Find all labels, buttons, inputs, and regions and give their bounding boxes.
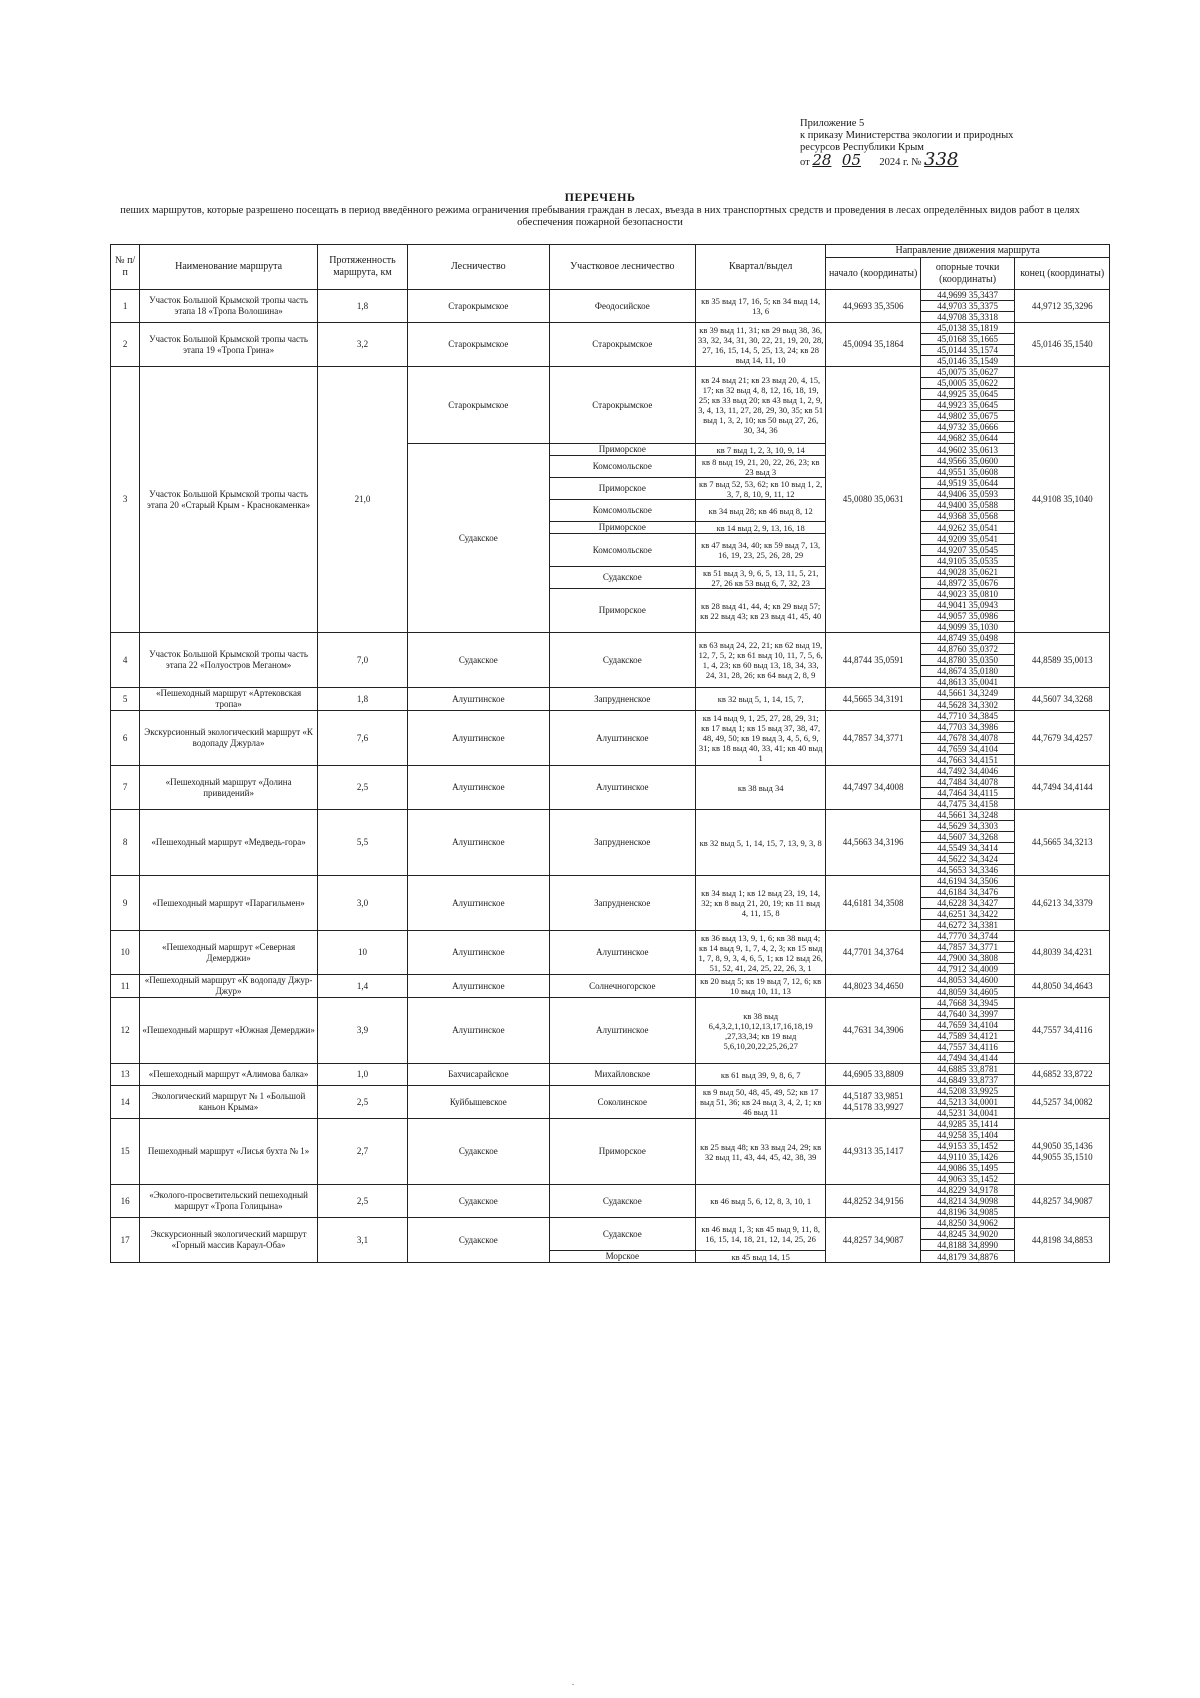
header-district: Участковое лесничество	[549, 245, 695, 290]
support-point: 44,7557 34,4116	[920, 1042, 1014, 1053]
route-number: 7	[111, 766, 140, 810]
district-cell: Старокрымское	[549, 323, 695, 367]
block-cell: кв 46 выд 5, 6, 12, 8, 3, 10, 1	[695, 1185, 825, 1218]
route-length: 3,9	[317, 998, 407, 1064]
route-length: 7,0	[317, 633, 407, 688]
start-coords: 44,6905 33,8809	[826, 1064, 920, 1086]
start-coords: 44,6181 34,3508	[826, 876, 920, 931]
block-cell: кв 32 выд 5, 1, 14, 15, 7, 13, 9, 3, 8	[695, 810, 825, 876]
forestry-cell: Судакское	[407, 1218, 549, 1263]
district-cell: Запрудненское	[549, 688, 695, 711]
district-cell: Судакское	[549, 567, 695, 589]
support-point: 44,7464 34,4115	[920, 788, 1014, 799]
block-cell: кв 24 выд 21; кв 23 выд 20, 4, 15, 17; кв 32 выд 4, 8, 12, 16, 18, 19, 25; кв 33 выд 20; кв 43 выд 1, 2, 9, 3, 4, 13, 11, 27, 28, 29, 30, 35; кв 51 выд 1, 3, 2, 10; кв 50 выд 27, 26, 30, 34, 36	[695, 367, 825, 444]
block-cell: кв 25 выд 48; кв 33 выд 24, 29; кв 32 выд 11, 43, 44, 45, 42, 38, 39	[695, 1119, 825, 1185]
table-row	[111, 1086, 1110, 1097]
start-coords: 45,0094 35,1864	[826, 323, 920, 367]
block-cell: кв 34 выд 1; кв 12 выд 23, 19, 14, 32; кв 8 выд 21, 20, 19; кв 11 выд 4, 11, 15, 8	[695, 876, 825, 931]
support-point: 44,7659 34,4104	[920, 744, 1014, 755]
support-point: 44,7900 34,3808	[920, 953, 1014, 964]
support-point: 44,8179 34,8876	[920, 1251, 1014, 1263]
support-point: 44,7703 34,3986	[920, 722, 1014, 733]
route-number: 1	[111, 290, 140, 323]
header-end: конец (координаты)	[1015, 258, 1110, 290]
start-coords: 44,8252 34,9156	[826, 1185, 920, 1218]
block-cell: кв 51 выд 3, 9, 6, 5, 13, 11, 5, 21, 27, 26 кв 53 выд 6, 7, 32, 23	[695, 567, 825, 589]
support-point: 44,8972 35,0676	[920, 578, 1014, 589]
start-coords: 44,7857 34,3771	[826, 711, 920, 766]
support-point: 44,9086 35,1495	[920, 1163, 1014, 1174]
route-name: Участок Большой Крымской тропы часть этапа 18 «Тропа Волошина»	[140, 290, 318, 323]
block-cell: кв 14 выд 2, 9, 13, 16, 18	[695, 522, 825, 534]
block-cell: кв 7 выд 52, 53, 62; кв 10 выд 1, 2, 3, 7, 8, 10, 9, 11, 12	[695, 478, 825, 500]
support-point: 44,5661 34,3249	[920, 688, 1014, 700]
start-coords: 44,7497 34,4008	[826, 766, 920, 810]
end-coords: 44,5257 34,0082	[1015, 1086, 1110, 1119]
date-month: 05	[841, 151, 862, 169]
support-point: 44,9207 35,0545	[920, 545, 1014, 556]
support-point: 44,9028 35,0621	[920, 567, 1014, 578]
district-cell: Алуштинское	[549, 998, 695, 1064]
appendix-line-2: к приказу Министерства экологии и природных	[800, 130, 1014, 141]
support-point: 44,8188 34,8990	[920, 1240, 1014, 1251]
district-cell: Солнечногорское	[549, 975, 695, 998]
support-point: 44,7484 34,4078	[920, 777, 1014, 788]
start-coords: 44,8023 34,4650	[826, 975, 920, 998]
district-cell: Морское	[549, 1251, 695, 1263]
route-number: 6	[111, 711, 140, 766]
end-coords: 44,9712 35,3296	[1015, 290, 1110, 323]
support-point: 44,7912 34,4009	[920, 964, 1014, 975]
block-cell: кв 7 выд 1, 2, 3, 10, 9, 14	[695, 444, 825, 456]
forestry-cell: Судакское	[407, 633, 549, 688]
support-point: 44,9023 35,0810	[920, 589, 1014, 600]
support-point: 44,5629 34,3303	[920, 821, 1014, 832]
header-block: Квартал/выдел	[695, 245, 825, 290]
block-cell: кв 39 выд 11, 31; кв 29 выд 38, 36, 33, 32, 34, 31, 30, 22, 21, 19, 20, 28, 27, 16, 15, 14, 5, 25, 13, 24; кв 28 выд 14, 11, 10	[695, 323, 825, 367]
end-coords: 44,8257 34,9087	[1015, 1185, 1110, 1218]
route-name: Экскурсионный экологический маршрут «Горный массив Караул-Оба»	[140, 1218, 318, 1263]
support-point: 44,7770 34,3744	[920, 931, 1014, 942]
block-cell: кв 34 выд 28; кв 46 выд 8, 12	[695, 500, 825, 522]
block-cell: кв 61 выд 39, 9, 8, 6, 7	[695, 1064, 825, 1086]
table-row	[111, 1218, 1110, 1229]
start-coords: 45,0080 35,0631	[826, 367, 920, 633]
route-number: 10	[111, 931, 140, 975]
forestry-cell: Бахчисарайское	[407, 1064, 549, 1086]
route-length: 3,0	[317, 876, 407, 931]
start-coords: 44,8257 34,9087	[826, 1218, 920, 1263]
support-point: 44,7663 34,4151	[920, 755, 1014, 766]
forestry-cell: Алуштинское	[407, 975, 549, 998]
table-row	[111, 633, 1110, 644]
table-row	[111, 367, 1110, 378]
start-coords: 44,9693 35,3506	[826, 290, 920, 323]
support-point: 44,8749 35,0498	[920, 633, 1014, 644]
end-coords: 44,5665 34,3213	[1015, 810, 1110, 876]
support-point: 44,9258 35,1404	[920, 1130, 1014, 1141]
district-cell: Комсомольское	[549, 500, 695, 522]
support-point: 45,0144 35,1574	[920, 345, 1014, 356]
support-point: 44,5208 33,9925	[920, 1086, 1014, 1097]
forestry-cell: Судакское	[407, 1119, 549, 1185]
order-number: 338	[924, 149, 959, 170]
support-point: 44,8674 35,0180	[920, 666, 1014, 677]
block-cell: кв 38 выд 6,4,3,2,1,10,12,13,17,16,18,19 ,27,33,34; кв 19 выд 5,6,10,20,22,25,26,27	[695, 998, 825, 1064]
route-number: 14	[111, 1086, 140, 1119]
start-coords: 44,8744 35,0591	[826, 633, 920, 688]
route-length: 3,2	[317, 323, 407, 367]
route-number: 11	[111, 975, 140, 998]
route-name: «Эколого-просветительский пешеходный маршрут «Тропа Голицына»	[140, 1185, 318, 1218]
route-name: Участок Большой Крымской тропы часть этапа 22 «Полуостров Меганом»	[140, 633, 318, 688]
forestry-cell: Алуштинское	[407, 810, 549, 876]
start-coords: 44,5663 34,3196	[826, 810, 920, 876]
table-row	[111, 688, 1110, 700]
route-name: Экскурсионный экологический маршрут «К водопаду Джурла»	[140, 711, 318, 766]
block-cell: кв 20 выд 5; кв 19 выд 7, 12, 6; кв 10 выд 10, 11, 13	[695, 975, 825, 998]
route-number: 15	[111, 1119, 140, 1185]
support-point: 44,8613 35,0041	[920, 677, 1014, 688]
support-point: 44,5628 34,3302	[920, 699, 1014, 711]
route-length: 1,8	[317, 290, 407, 323]
route-length: 5,5	[317, 810, 407, 876]
route-length: 2,5	[317, 1086, 407, 1119]
district-cell: Запрудненское	[549, 810, 695, 876]
support-point: 44,9153 35,1452	[920, 1141, 1014, 1152]
table-row	[111, 323, 1110, 334]
district-cell: Комсомольское	[549, 534, 695, 567]
block-cell: кв 47 выд 34, 40; кв 59 выд 7, 13, 16, 19, 23, 25, 26, 28, 29	[695, 534, 825, 567]
route-number: 16	[111, 1185, 140, 1218]
forestry-cell: Алуштинское	[407, 876, 549, 931]
page-subtitle: пеших маршрутов, которые разрешено посещать в период введённого режима ограничения пребывания граждан в лесах, въезда в них транспортных средств и проведения в лесах определённых видов работ в целях обеспечения пожарной безопасности	[120, 205, 1080, 228]
support-point: 44,6228 34,3427	[920, 898, 1014, 909]
support-point: 44,8229 34,9178	[920, 1185, 1014, 1196]
block-cell: кв 14 выд 9, 1, 25, 27, 28, 29, 31; кв 17 выд 1; кв 15 выд 37, 38, 47, 48, 49, 50; кв 19 выд 3, 4, 5, 6, 9, 31; кв 18 выд 40, 33, 41; кв 40 выд 1	[695, 711, 825, 766]
support-point: 44,7668 34,3945	[920, 998, 1014, 1009]
route-name: «Пешеходный маршрут «Долина привидений»	[140, 766, 318, 810]
support-point: 44,9099 35,1030	[920, 622, 1014, 633]
district-cell: Старокрымское	[549, 367, 695, 444]
end-coords: 44,8039 34,4231	[1015, 931, 1110, 975]
route-length: 21,0	[317, 367, 407, 633]
block-cell: кв 45 выд 14, 15	[695, 1251, 825, 1263]
route-name: «Пешеходный маршрут «Южная Демерджи»	[140, 998, 318, 1064]
forestry-cell: Старокрымское	[407, 367, 549, 444]
route-length: 1,0	[317, 1064, 407, 1086]
start-coords: 44,9313 35,1417	[826, 1119, 920, 1185]
support-point: 44,8760 35,0372	[920, 644, 1014, 655]
forestry-cell: Судакское	[407, 1185, 549, 1218]
header-start: начало (координаты)	[826, 258, 920, 290]
support-point: 44,9551 35,0608	[920, 467, 1014, 478]
block-cell: кв 38 выд 34	[695, 766, 825, 810]
support-point: 45,0005 35,0622	[920, 378, 1014, 389]
support-point: 44,9368 35,0568	[920, 511, 1014, 522]
support-point: 44,5231 34,0041	[920, 1108, 1014, 1119]
table-row	[111, 766, 1110, 777]
support-point: 44,9925 35,0645	[920, 389, 1014, 400]
route-number: 12	[111, 998, 140, 1064]
table-row	[111, 1185, 1110, 1196]
table-row	[111, 998, 1110, 1009]
forestry-cell: Алуштинское	[407, 688, 549, 711]
route-number: 4	[111, 633, 140, 688]
route-name: «Пешеходный маршрут «Артековская тропа»	[140, 688, 318, 711]
support-point: 44,9708 35,3318	[920, 312, 1014, 323]
support-point: 44,9703 35,3375	[920, 301, 1014, 312]
support-point: 45,0146 35,1549	[920, 356, 1014, 367]
end-coords: 44,6213 34,3379	[1015, 876, 1110, 931]
support-point: 44,7589 34,4121	[920, 1031, 1014, 1042]
header-length: Протяженность маршрута, км	[317, 245, 407, 290]
support-point: 44,6849 33,8737	[920, 1075, 1014, 1086]
end-coords: 44,8589 35,0013	[1015, 633, 1110, 688]
route-name: «Пешеходный маршрут «Алимова балка»	[140, 1064, 318, 1086]
support-point: 44,9566 35,0600	[920, 456, 1014, 467]
support-point: 44,5622 34,3424	[920, 854, 1014, 865]
support-point: 44,6184 34,3476	[920, 887, 1014, 898]
forestry-cell: Алуштинское	[407, 931, 549, 975]
support-point: 44,5549 34,3414	[920, 843, 1014, 854]
route-number: 13	[111, 1064, 140, 1086]
route-length: 10	[317, 931, 407, 975]
support-point: 44,9105 35,0535	[920, 556, 1014, 567]
support-point: 44,9110 35,1426	[920, 1152, 1014, 1163]
header-name: Наименование маршрута	[140, 245, 318, 290]
support-point: 44,8059 34,4605	[920, 986, 1014, 998]
block-cell: кв 28 выд 41, 44, 4; кв 29 выд 57; кв 22 выд 43; кв 23 выд 41, 45, 40	[695, 589, 825, 633]
route-name: «Пешеходный маршрут «Медведь-гора»	[140, 810, 318, 876]
route-number: 3	[111, 367, 140, 633]
route-name: Участок Большой Крымской тропы часть этапа 19 «Тропа Грина»	[140, 323, 318, 367]
route-number: 9	[111, 876, 140, 931]
order-date: от 28 05 2024 г. № 338	[800, 149, 959, 170]
block-cell: кв 8 выд 19, 21, 20, 22, 26, 23; кв 23 выд 3	[695, 456, 825, 478]
district-cell: Алуштинское	[549, 931, 695, 975]
route-number: 5	[111, 688, 140, 711]
route-number: 17	[111, 1218, 140, 1263]
start-coords: 44,7631 34,3906	[826, 998, 920, 1064]
district-cell: Михайловское	[549, 1064, 695, 1086]
district-cell: Алуштинское	[549, 711, 695, 766]
forestry-cell: Старокрымское	[407, 290, 549, 323]
support-point: 44,9262 35,0541	[920, 522, 1014, 534]
block-cell: кв 9 выд 50, 48, 45, 49, 52; кв 17 выд 51, 36; кв 24 выд 3, 4, 2, 1; кв 46 выд 11	[695, 1086, 825, 1119]
support-point: 44,5653 34,3346	[920, 865, 1014, 876]
route-length: 1,8	[317, 688, 407, 711]
table-row	[111, 876, 1110, 887]
support-point: 44,9699 35,3437	[920, 290, 1014, 301]
district-cell: Приморское	[549, 589, 695, 633]
support-point: 44,9519 35,0644	[920, 478, 1014, 489]
end-coords: 44,9050 35,1436 44,9055 35,1510	[1015, 1119, 1110, 1185]
district-cell: Приморское	[549, 1119, 695, 1185]
support-point: 45,0168 35,1665	[920, 334, 1014, 345]
date-day: 28	[812, 151, 832, 169]
support-point: 44,9063 35,1452	[920, 1174, 1014, 1185]
support-point: 44,9057 35,0986	[920, 611, 1014, 622]
forestry-cell: Алуштинское	[407, 766, 549, 810]
route-length: 3,1	[317, 1218, 407, 1263]
table-row	[111, 290, 1110, 301]
route-number: 2	[111, 323, 140, 367]
district-cell: Приморское	[549, 478, 695, 500]
table-row	[111, 975, 1110, 987]
forestry-cell: Старокрымское	[407, 323, 549, 367]
header-num: № п/п	[111, 245, 140, 290]
table-row	[111, 1119, 1110, 1130]
end-coords: 44,7494 34,4144	[1015, 766, 1110, 810]
support-point: 44,6251 34,3422	[920, 909, 1014, 920]
support-point: 44,9041 35,0943	[920, 600, 1014, 611]
support-point: 44,7492 34,4046	[920, 766, 1014, 777]
header-points: опорные точки (координаты)	[920, 258, 1014, 290]
support-point: 44,6272 34,3381	[920, 920, 1014, 931]
forestry-cell: Куйбышевское	[407, 1086, 549, 1119]
support-point: 44,9285 35,1414	[920, 1119, 1014, 1130]
support-point: 44,8196 34,9085	[920, 1207, 1014, 1218]
district-cell: Феодосийское	[549, 290, 695, 323]
support-point: 44,6194 34,3506	[920, 876, 1014, 887]
page-title: ПЕРЕЧЕНЬ	[564, 190, 636, 204]
appendix-line-3: ресурсов Республики Крым	[800, 142, 924, 153]
support-point: 44,9732 35,0666	[920, 422, 1014, 433]
end-coords: 44,6852 33,8722	[1015, 1064, 1110, 1086]
support-point: 44,9602 35,0613	[920, 444, 1014, 456]
table-row	[111, 931, 1110, 942]
end-coords: 44,7557 34,4116	[1015, 998, 1110, 1064]
support-point: 44,8780 35,0350	[920, 655, 1014, 666]
end-coords: 44,9108 35,1040	[1015, 367, 1110, 633]
route-length: 1,4	[317, 975, 407, 998]
route-length: 2,5	[317, 1185, 407, 1218]
support-point: 44,5607 34,3268	[920, 832, 1014, 843]
forestry-cell: Алуштинское	[407, 711, 549, 766]
route-name: «Пешеходный маршрут «К водопаду Джур-Джур»	[140, 975, 318, 998]
support-point: 44,7857 34,3771	[920, 942, 1014, 953]
route-length: 7,6	[317, 711, 407, 766]
district-cell: Судакское	[549, 1185, 695, 1218]
start-coords: 44,7701 34,3764	[826, 931, 920, 975]
route-length: 2,5	[317, 766, 407, 810]
block-cell: кв 35 выд 17, 16, 5; кв 34 выд 14, 13, 6	[695, 290, 825, 323]
header-forestry: Лесничество	[407, 245, 549, 290]
support-point: 45,0138 35,1819	[920, 323, 1014, 334]
district-cell: Запрудненское	[549, 876, 695, 931]
support-point: 44,7475 34,4158	[920, 799, 1014, 810]
start-coords: 44,5187 33,9851 44,5178 33,9927	[826, 1086, 920, 1119]
support-point: 44,8245 34,9020	[920, 1229, 1014, 1240]
block-cell: кв 36 выд 13, 9, 1, 6; кв 38 выд 4; кв 14 выд 9, 1, 7, 4, 2, 3; кв 15 выд 1, 7, 8, 9, 3, 4, 6, 5, 1; кв 12 выд 26, 51, 52, 41, 24, 25, 22, 26, 3, 1	[695, 931, 825, 975]
forestry-cell: Судакское	[407, 444, 549, 633]
support-point: 44,9400 35,0588	[920, 500, 1014, 511]
support-point: 44,9802 35,0675	[920, 411, 1014, 422]
route-length: 2,7	[317, 1119, 407, 1185]
support-point: 44,7659 34,4104	[920, 1020, 1014, 1031]
forestry-cell: Алуштинское	[407, 998, 549, 1064]
end-coords: 45,0146 35,1540	[1015, 323, 1110, 367]
support-point: 44,6885 33,8781	[920, 1064, 1014, 1075]
table-row	[111, 810, 1110, 821]
support-point: 44,7710 34,3845	[920, 711, 1014, 722]
block-cell: кв 46 выд 1, 3; кв 45 выд 9, 11, 8, 16, 15, 14, 18, 21, 12, 14, 25, 26	[695, 1218, 825, 1251]
district-cell: Судакское	[549, 1218, 695, 1251]
district-cell: Приморское	[549, 522, 695, 534]
support-point: 44,9923 35,0645	[920, 400, 1014, 411]
start-coords: 44,5665 34,3191	[826, 688, 920, 711]
district-cell: Комсомольское	[549, 456, 695, 478]
support-point: 45,0075 35,0627	[920, 367, 1014, 378]
district-cell: Судакское	[549, 633, 695, 688]
support-point: 44,9406 35,0593	[920, 489, 1014, 500]
support-point: 44,9209 35,0541	[920, 534, 1014, 545]
end-coords: 44,7679 34,4257	[1015, 711, 1110, 766]
route-name: «Пешеходный маршрут «Северная Демерджи»	[140, 931, 318, 975]
support-point: 44,8250 34,9062	[920, 1218, 1014, 1229]
routes-table	[110, 244, 1110, 1263]
table-row	[111, 711, 1110, 722]
block-cell: кв 63 выд 24, 22, 21; кв 62 выд 19, 12, 7, 5, 2; кв 61 выд 10, 11, 7, 5, 6, 1, 4, 23; кв 60 выд 13, 18, 34, 33, 24, 31, 28, 26; кв 64 выд 2, 8, 9	[695, 633, 825, 688]
route-number: 8	[111, 810, 140, 876]
support-point: 44,7640 34,3997	[920, 1009, 1014, 1020]
end-coords: 44,8050 34,4643	[1015, 975, 1110, 998]
route-name: «Пешеходный маршрут «Парагильмен»	[140, 876, 318, 931]
support-point: 44,5661 34,3248	[920, 810, 1014, 821]
header-direction: Направление движения маршрута	[826, 245, 1110, 258]
support-point: 44,7494 34,4144	[920, 1053, 1014, 1064]
scan-mark: .	[572, 1678, 574, 1687]
route-name: Пешеходный маршрут «Лисья бухта № 1»	[140, 1119, 318, 1185]
route-name: Участок Большой Крымской тропы часть этапа 20 «Старый Крым - Краснокаменка»	[140, 367, 318, 633]
appendix-block	[800, 118, 1100, 169]
end-coords: 44,8198 34,8853	[1015, 1218, 1110, 1263]
table-row	[111, 1064, 1110, 1075]
support-point: 44,9682 35,0644	[920, 433, 1014, 444]
support-point: 44,7678 34,4078	[920, 733, 1014, 744]
route-name: Экологический маршрут № 1 «Большой каньон Крыма»	[140, 1086, 318, 1119]
block-cell: кв 32 выд 5, 1, 14, 15, 7,	[695, 688, 825, 711]
support-point: 44,5213 34,0001	[920, 1097, 1014, 1108]
end-coords: 44,5607 34,3268	[1015, 688, 1110, 711]
support-point: 44,8053 34,4600	[920, 975, 1014, 987]
district-cell: Соколинское	[549, 1086, 695, 1119]
district-cell: Алуштинское	[549, 766, 695, 810]
district-cell: Приморское	[549, 444, 695, 456]
appendix-line-1: Приложение 5	[800, 118, 865, 129]
support-point: 44,8214 34,9098	[920, 1196, 1014, 1207]
